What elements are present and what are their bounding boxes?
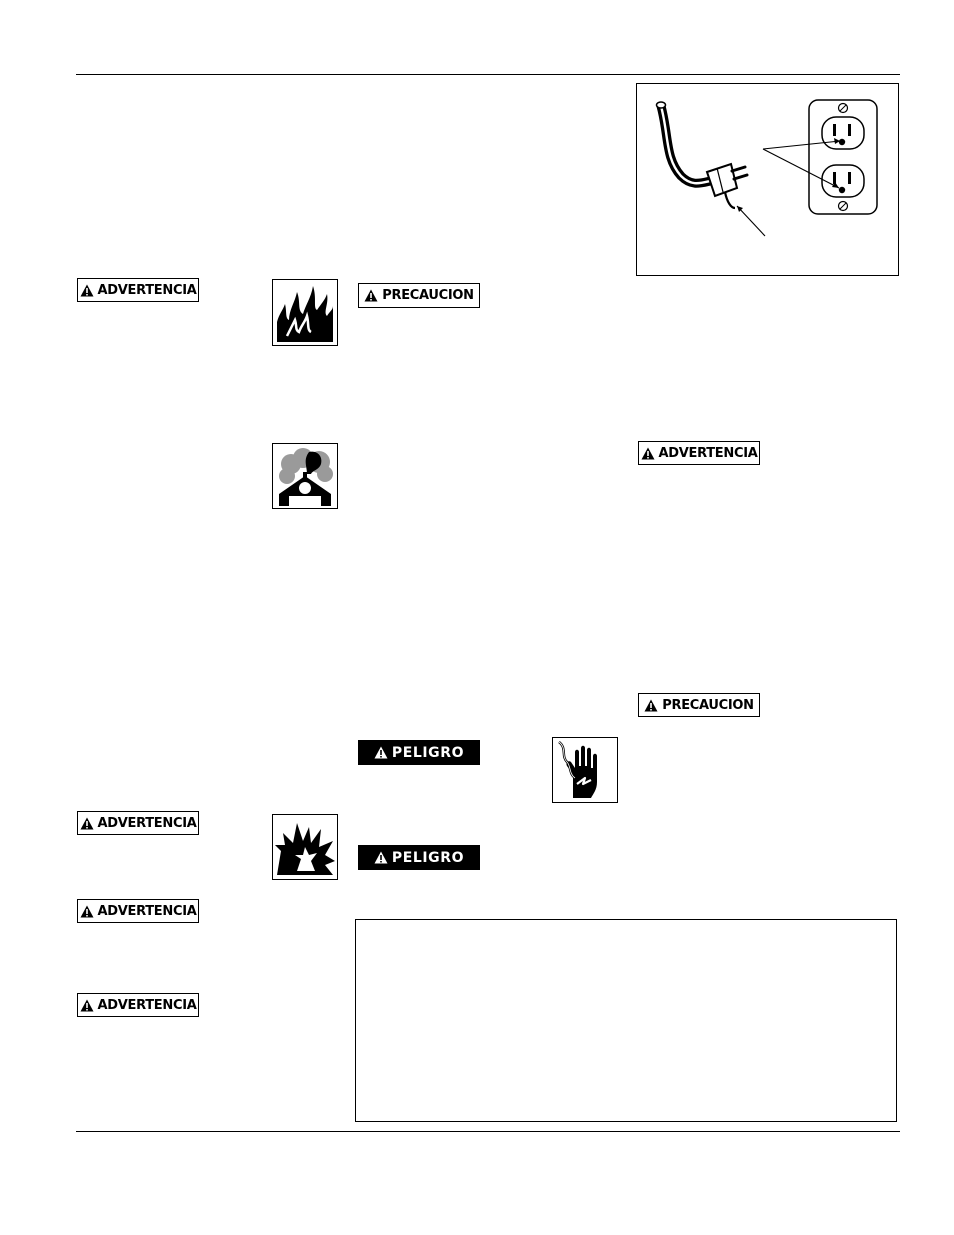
advertencia-text: ADVERTENCIA xyxy=(97,815,197,831)
toxic-fumes-hazard-icon xyxy=(272,443,338,509)
plug-outlet-figure xyxy=(636,83,899,276)
advertencia-text: ADVERTENCIA xyxy=(97,903,197,919)
peligro-text: PELIGRO xyxy=(391,849,465,866)
advertencia-label-5 xyxy=(638,441,760,465)
peligro-label-2 xyxy=(358,845,480,870)
precaucion-text: PRECAUCION xyxy=(382,288,474,303)
electric-shock-hazard-icon xyxy=(552,737,618,803)
explosion-hazard-icon xyxy=(272,814,338,880)
alert-triangle-icon xyxy=(644,699,658,712)
footer-rule xyxy=(76,1131,900,1132)
advertencia-label-3 xyxy=(77,899,199,923)
advertencia-label-2 xyxy=(77,811,199,835)
advertencia-label-1 xyxy=(77,278,199,302)
alert-triangle-icon xyxy=(80,817,94,830)
peligro-text: PELIGRO xyxy=(391,744,465,761)
peligro-label-1 xyxy=(358,740,480,765)
advertencia-label-4 xyxy=(77,993,199,1017)
precaucion-text: PRECAUCION xyxy=(662,697,754,713)
advertencia-text: ADVERTENCIA xyxy=(97,282,197,298)
alert-triangle-icon xyxy=(374,746,388,759)
advertencia-text: ADVERTENCIA xyxy=(97,997,197,1013)
alert-triangle-icon xyxy=(80,999,94,1012)
plug-outlet-drawing xyxy=(637,84,898,275)
header-rule xyxy=(76,74,900,75)
alert-triangle-icon xyxy=(80,284,94,297)
advertencia-text: ADVERTENCIA xyxy=(658,445,758,461)
alert-triangle-icon xyxy=(374,851,388,864)
alert-triangle-icon xyxy=(80,905,94,918)
fire-hazard-icon xyxy=(272,279,338,346)
alert-triangle-icon xyxy=(641,447,655,460)
notice-box xyxy=(355,919,897,1122)
precaucion-label-1 xyxy=(358,283,480,308)
alert-triangle-icon xyxy=(364,289,378,302)
precaucion-label-2 xyxy=(638,693,760,717)
